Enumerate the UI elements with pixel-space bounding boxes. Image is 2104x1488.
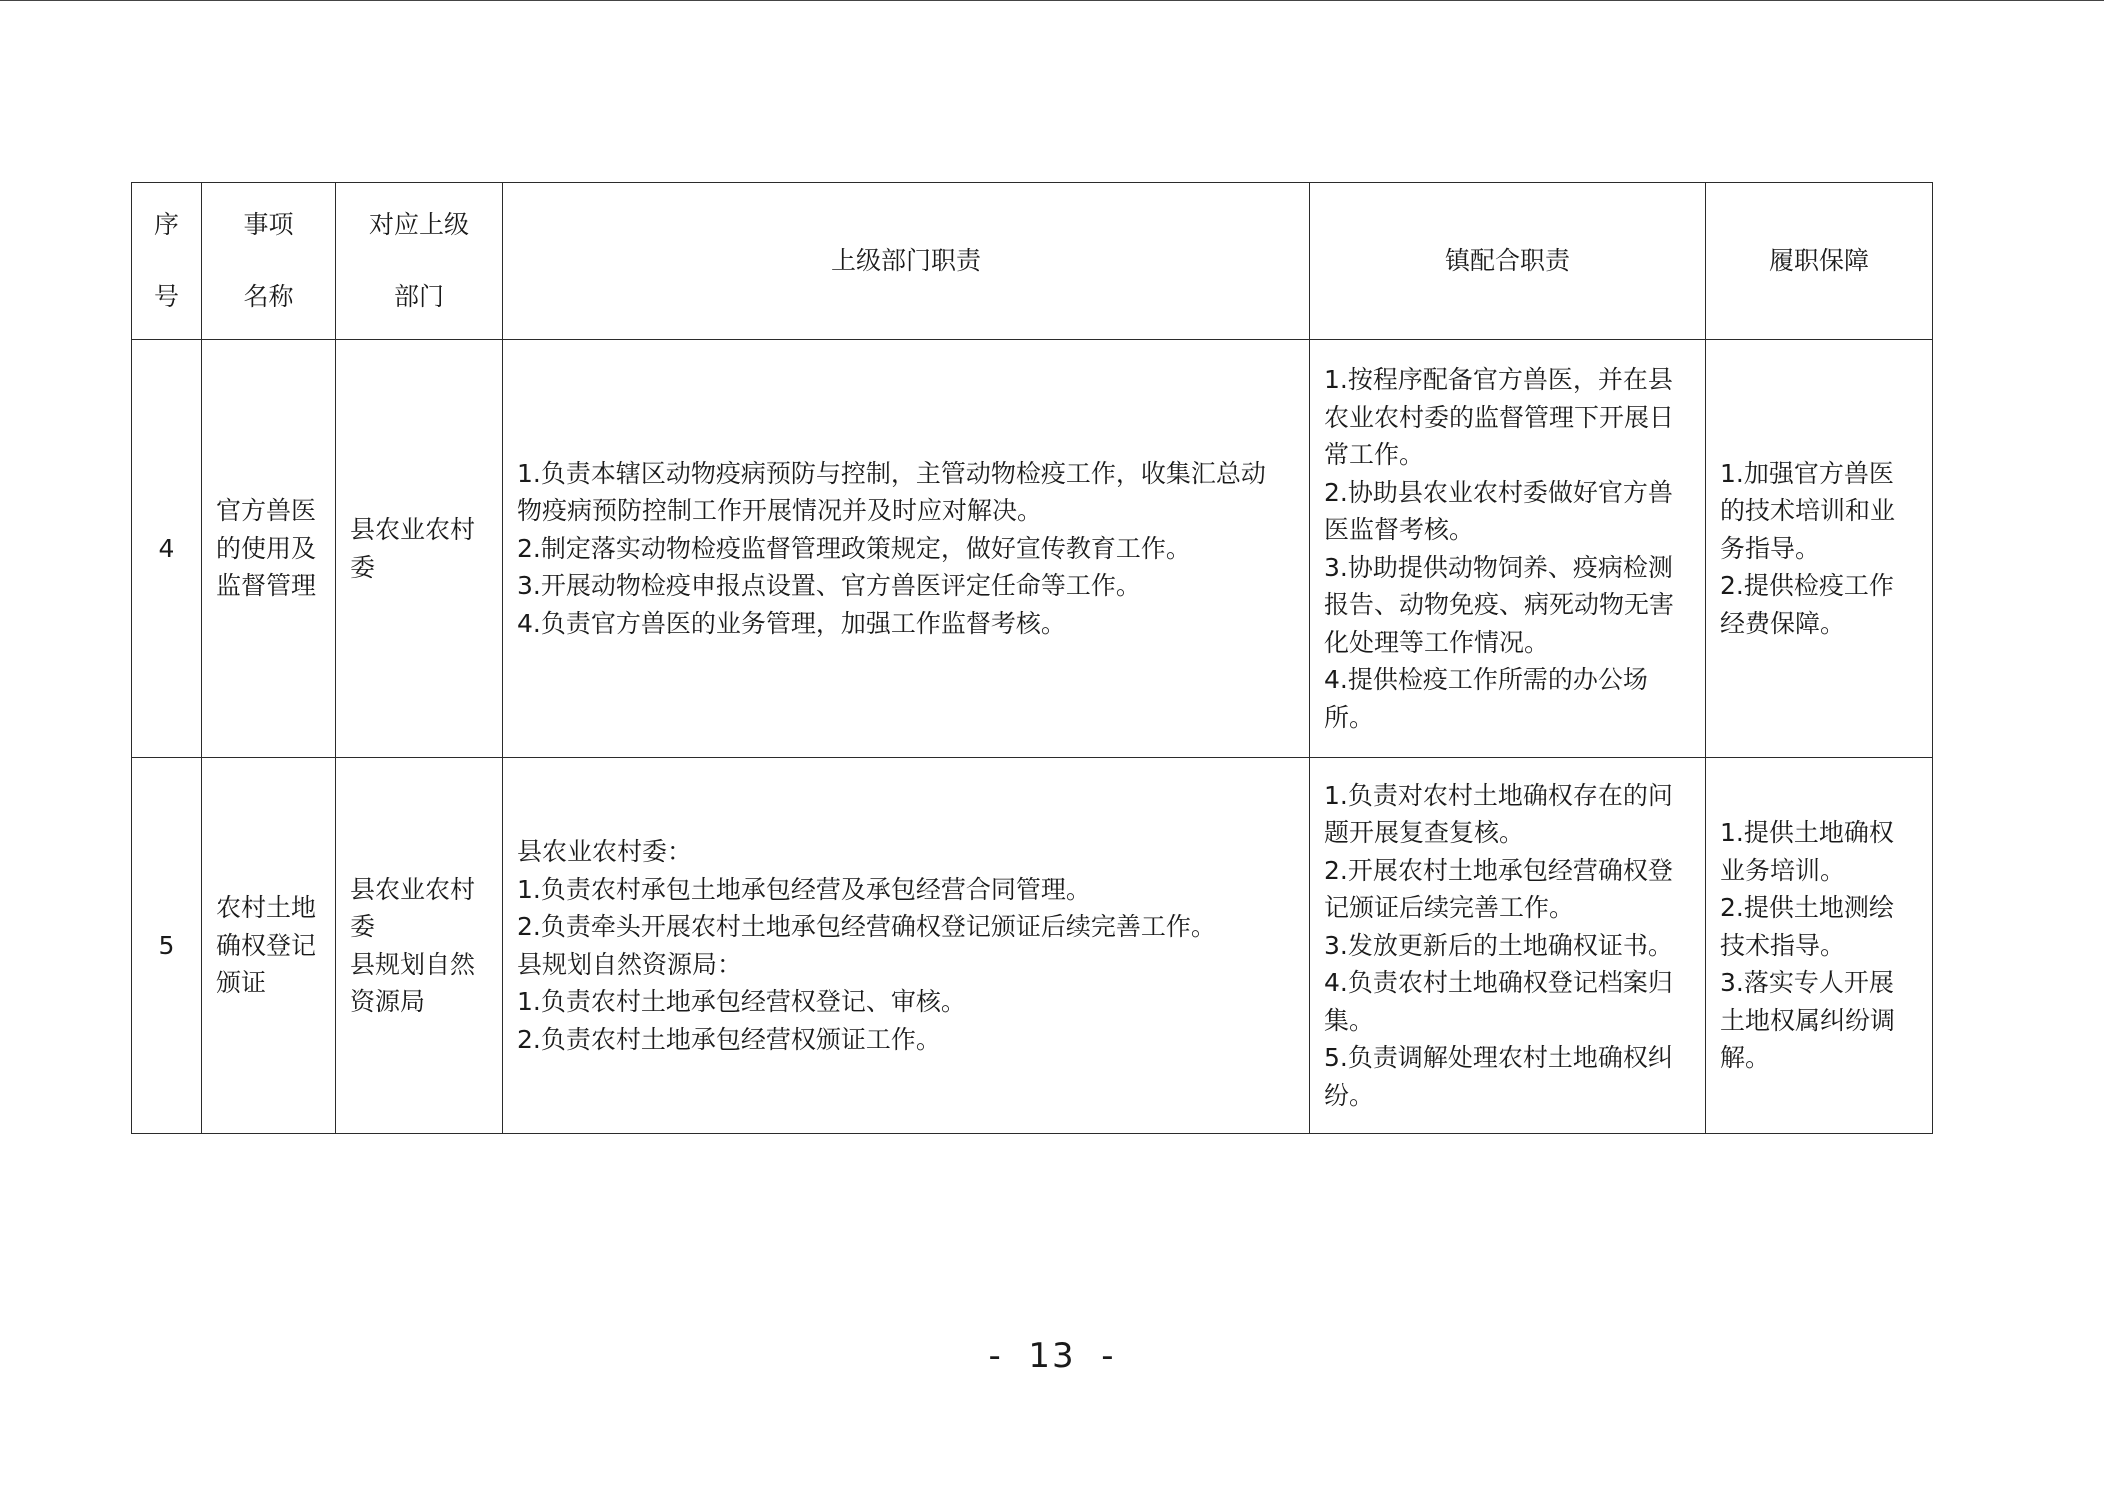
item-name-cell	[202, 340, 336, 758]
guarantee-line: 技术指导。	[1720, 930, 1846, 960]
town-duty-line: 1.负责对农村土地确权存在的问	[1324, 780, 1673, 810]
superior-duty-line: 1.负责农村土地承包经营权登记、审核。	[517, 987, 966, 1016]
header-item-line2: 名称	[243, 282, 294, 311]
header-index	[132, 183, 202, 340]
superior-duty-line: 县农业农村委：	[517, 837, 693, 866]
town-duty-line: 2.开展农村土地承包经营确权登	[1324, 855, 1673, 885]
superior-duty-line: 2.负责牵头开展农村土地承包经营确权登记颁证后续完善工作。	[517, 912, 1216, 941]
guarantee-cell	[1706, 758, 1933, 1134]
guarantee-line: 经费保障。	[1720, 608, 1846, 638]
superior-duty-cell	[503, 758, 1310, 1134]
superior-duty-line: 物疫病预防控制工作开展情况并及时应对解决。	[517, 496, 1043, 526]
town-duty-line: 农业农村委的监督管理下开展日	[1324, 402, 1675, 432]
superior-duty-line: 1.负责本辖区动物疫病预防与控制，主管动物检疫工作，收集汇总动	[517, 458, 1266, 488]
guarantee-line: 业务培训。	[1720, 855, 1846, 885]
superior-duty-line: 县规划自然资源局：	[517, 949, 743, 979]
duty-table	[131, 182, 1933, 1134]
top-border-line	[0, 0, 2104, 1]
item-name-line: 确权登记	[216, 930, 317, 960]
guarantee-line: 解。	[1720, 1043, 1771, 1073]
town-duty-line: 1.按程序配备官方兽医，并在县	[1324, 365, 1673, 394]
header-superior-duty: 上级部门职责	[503, 183, 1310, 340]
town-duty-line: 2.协助县农业农村委做好官方兽	[1324, 477, 1673, 507]
row-index: 5	[132, 758, 202, 1134]
town-duty-line: 化处理等工作情况。	[1324, 627, 1550, 657]
header-dept-line2: 部门	[393, 282, 444, 311]
table-row	[132, 758, 1933, 1134]
page-number: - 13 -	[988, 1336, 1116, 1376]
guarantee-line: 务指导。	[1720, 533, 1821, 563]
superior-duty-line: 2.负责农村土地承包经营权颁证工作。	[517, 1024, 941, 1054]
header-guarantee: 履职保障	[1706, 183, 1933, 340]
guarantee-cell	[1706, 340, 1933, 758]
town-duty-line: 3.发放更新后的土地确权证书。	[1324, 930, 1673, 960]
guarantee-line: 的技术培训和业	[1720, 496, 1896, 526]
town-duty-line: 5.负责调解处理农村土地确权纠	[1324, 1043, 1673, 1073]
table-header-row	[132, 183, 1933, 340]
dept-line: 县规划自然	[350, 949, 476, 979]
town-duty-line: 记颁证后续完善工作。	[1324, 893, 1575, 923]
town-duty-line: 题开展复查复核。	[1324, 818, 1525, 848]
header-item-name	[202, 183, 336, 340]
town-duty-line: 常工作。	[1324, 440, 1425, 469]
town-duty-line: 医监督考核。	[1324, 515, 1475, 544]
superior-duty-line: 2.制定落实动物检疫监督管理政策规定，做好宣传教育工作。	[517, 533, 1191, 563]
dept-line: 县农业农村	[350, 874, 476, 904]
guarantee-line: 2.提供检疫工作	[1720, 571, 1894, 601]
table-row	[132, 340, 1933, 758]
row-index: 4	[132, 340, 202, 758]
dept-line: 县农业农村	[350, 515, 476, 544]
item-name-line: 颁证	[216, 968, 267, 998]
town-duty-line: 4.负责农村土地确权登记档案归	[1324, 968, 1673, 998]
superior-duty-cell	[503, 340, 1310, 758]
town-duty-line: 4.提供检疫工作所需的办公场	[1324, 665, 1648, 694]
dept-line: 委	[350, 912, 376, 941]
header-index-line1: 序	[153, 210, 179, 239]
town-duty-cell	[1310, 758, 1706, 1134]
guarantee-line: 1.加强官方兽医	[1720, 458, 1894, 488]
town-duty-line: 所。	[1324, 702, 1375, 732]
header-town-duty: 镇配合职责	[1310, 183, 1706, 340]
guarantee-line: 3.落实专人开展	[1720, 968, 1894, 998]
item-name-line: 监督管理	[216, 571, 317, 601]
town-duty-line: 集。	[1324, 1005, 1375, 1035]
guarantee-line: 1.提供土地确权	[1720, 818, 1894, 848]
dept-line: 资源局	[350, 987, 426, 1016]
dept-cell	[336, 340, 503, 758]
item-name-line: 的使用及	[216, 533, 317, 563]
header-dept-line1: 对应上级	[368, 210, 469, 239]
header-superior-dept	[336, 183, 503, 340]
item-name-line: 官方兽医	[216, 496, 317, 526]
superior-duty-line: 3.开展动物检疫申报点设置、官方兽医评定任命等工作。	[517, 571, 1141, 601]
dept-cell	[336, 758, 503, 1134]
town-duty-line: 报告、动物免疫、病死动物无害	[1324, 590, 1675, 619]
guarantee-line: 2.提供土地测绘	[1720, 893, 1894, 923]
item-name-line: 农村土地	[216, 893, 317, 923]
town-duty-line: 3.协助提供动物饲养、疫病检测	[1324, 552, 1673, 582]
header-index-line2: 号	[153, 282, 179, 311]
superior-duty-line: 4.负责官方兽医的业务管理，加强工作监督考核。	[517, 608, 1066, 638]
item-name-cell	[202, 758, 336, 1134]
town-duty-cell	[1310, 340, 1706, 758]
superior-duty-line: 1.负责农村承包土地承包经营及承包经营合同管理。	[517, 874, 1091, 904]
town-duty-line: 纷。	[1324, 1080, 1375, 1110]
header-item-line1: 事项	[243, 210, 294, 239]
guarantee-line: 土地权属纠纷调	[1720, 1005, 1896, 1035]
dept-line: 委	[350, 552, 376, 582]
